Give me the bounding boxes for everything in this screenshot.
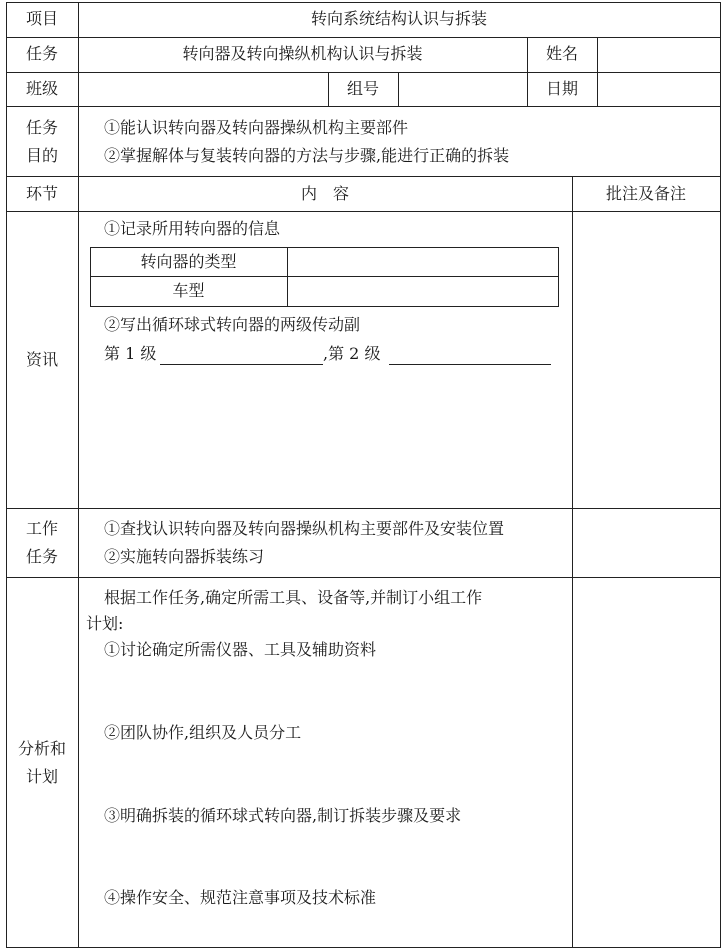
info-item-transmission: ②写出循环球式转向器的两级传动副 <box>104 315 361 334</box>
purpose-label-line2: 目的 <box>25 146 58 165</box>
level-1-blank[interactable] <box>160 364 323 365</box>
table-border-top <box>6 2 721 3</box>
vehicle-model-label: 车型 <box>172 281 205 300</box>
work-task-label-line1: 工作 <box>25 519 58 538</box>
row-divider <box>6 211 721 212</box>
table-border-bottom <box>6 947 721 948</box>
notes-column-divider <box>572 176 573 948</box>
table-border-left <box>6 2 7 948</box>
level-2-label: ,第 2 级 <box>323 344 381 363</box>
analysis-label-line1: 分析和 <box>17 739 66 758</box>
work-task-item: ②实施转向器拆装练习 <box>104 547 265 566</box>
group-field[interactable] <box>399 73 527 106</box>
group-label: 组号 <box>346 79 379 98</box>
vehicle-model-field[interactable] <box>288 277 558 306</box>
work-task-item: ①查找认识转向器及转向器操纵机构主要部件及安装位置 <box>104 519 505 538</box>
purpose-label-line1: 任务 <box>25 118 58 137</box>
class-field[interactable] <box>79 73 328 106</box>
work-task-label-line2: 任务 <box>25 547 58 566</box>
analysis-item: ①讨论确定所需仪器、工具及辅助资料 <box>104 640 377 659</box>
row-divider <box>6 508 721 509</box>
info-item-record: ①记录所用转向器的信息 <box>104 219 281 238</box>
steering-gear-type-field[interactable] <box>288 248 558 276</box>
analysis-item: ③明确拆装的循环球式转向器,制订拆装步骤及要求 <box>104 806 462 825</box>
name-field[interactable] <box>598 38 720 72</box>
inner-table-border <box>558 247 559 307</box>
purpose-item: ②掌握解体与复装转向器的方法与步骤,能进行正确的拆装 <box>104 146 510 165</box>
task-label: 任务 <box>25 44 58 63</box>
table-border-right <box>720 2 721 948</box>
inner-table-border <box>90 306 559 307</box>
level-1-label: 第 1 级 <box>104 344 157 363</box>
analysis-item: ②团队协作,组织及人员分工 <box>104 723 302 742</box>
level-2-blank[interactable] <box>389 364 551 365</box>
info-label: 资讯 <box>25 350 58 369</box>
name-label: 姓名 <box>545 44 578 63</box>
analysis-intro: 根据工作任务,确定所需工具、设备等,并制订小组工作 <box>104 588 483 607</box>
row-divider <box>6 106 721 107</box>
section-column-header: 环节 <box>25 184 58 203</box>
analysis-label-line2: 计划 <box>25 767 58 786</box>
analysis-item: ④操作安全、规范注意事项及技术标准 <box>104 888 377 907</box>
purpose-item: ①能认识转向器及转向器操纵机构主要部件 <box>104 118 409 137</box>
notes-column-header: 批注及备注 <box>605 184 686 203</box>
analysis-intro-cont: 计划: <box>86 614 124 633</box>
row-divider <box>6 577 721 578</box>
date-field[interactable] <box>598 73 720 106</box>
steering-gear-type-label: 转向器的类型 <box>140 252 237 271</box>
task-title: 转向器及转向操纵机构认识与拆装 <box>182 44 423 63</box>
project-label: 项目 <box>25 9 58 28</box>
label-column-divider <box>78 2 79 948</box>
class-label: 班级 <box>25 79 58 98</box>
project-title: 转向系统结构认识与拆装 <box>310 9 487 28</box>
row-divider <box>6 176 721 177</box>
content-column-header: 内 容 <box>300 184 349 203</box>
date-label: 日期 <box>545 79 578 98</box>
